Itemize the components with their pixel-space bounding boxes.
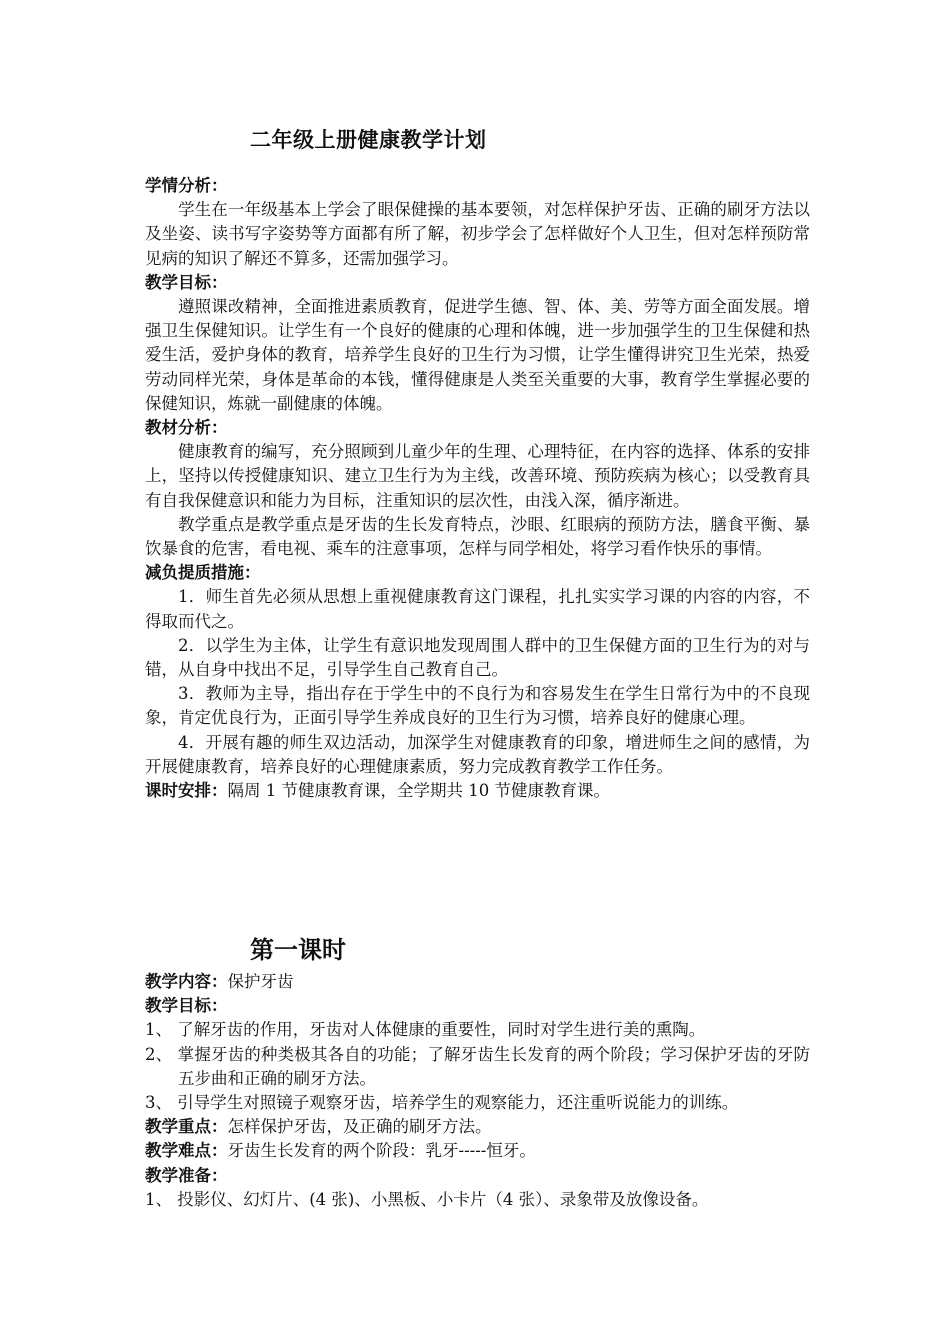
measure-item: 3．教师为主导，指出存在于学生中的不良行为和容易发生在学生日常行为中的不良现象，肯定优良行为，正面引导学生养成良好的卫生行为习惯，培养良好的健康心理。 — [145, 684, 810, 728]
schedule-text: 隔周 1 节健康教育课，全学期共 10 节健康教育课。 — [227, 781, 610, 801]
lesson-goals-heading: 教学目标： — [145, 996, 228, 1016]
goals-paragraph: 遵照课改精神，全面推进素质教育，促进学生德、智、体、美、劳等方面全面发展。增强卫生保健知识。让学生有一个良好的健康的心理和体魄，进一步加强学生的卫生保健和热爱生活，爱护身体的教育，培养学生良好的卫生行为习惯，让学生懂得讲究卫生光荣，热爱劳动同样光荣，身体是革命的本钱，懂得健康是人类至关重要的大事，教育学生掌握必要的保健知识，炼就一副健康的体魄。 — [145, 297, 810, 413]
prep-heading: 教学准备： — [145, 1165, 228, 1185]
lesson-goal-item: 2、 掌握牙齿的种类极其各自的功能；了解牙齿生长发育的两个阶段；学习保护牙齿的牙防五步曲和正确的刷牙方法。 — [145, 1044, 810, 1088]
key-line — [145, 1115, 810, 1139]
material-paragraph-1: 健康教育的编写，充分照顾到儿童少年的生理、心理特征，在内容的选择、体系的安排上，坚持以传授健康知识、建立卫生行为为主线，改善环境、预防疾病为核心；以受教育具有自我保健意识和能力为目标，注重知识的层次性，由浅入深，循序渐进。 — [145, 442, 810, 510]
material-heading: 教材分析： — [145, 418, 228, 438]
content-text: 保护牙齿 — [227, 972, 294, 991]
measures-heading: 减负提质措施： — [145, 563, 261, 583]
goals-heading: 教学目标： — [145, 272, 228, 292]
lesson-goal-item: 3、 引导学生对照镜子观察牙齿，培养学生的观察能力，还注重听说能力的训练。 — [145, 1093, 739, 1113]
analysis-paragraph: 学生在一年级基本上学会了眼保健操的基本要领，对怎样保护牙齿、正确的刷牙方法以及坐姿、读书写字姿势等方面都有所了解，初步学会了怎样做好个人卫生，但对怎样预防常见病的知识了解还不算多，还需加强学习。 — [145, 200, 810, 268]
measure-item: 2．以学生为主体，让学生有意识地发现周围人群中的卫生保健方面的卫生行为的对与错，从自身中找出不足，引导学生自己教育自己。 — [145, 635, 810, 680]
lesson-body — [145, 970, 810, 1212]
page-title: 二年级上册健康教学计划 — [250, 127, 487, 152]
analysis-heading: 学情分析： — [145, 176, 228, 195]
key-text: 怎样保护牙齿，及正确的刷牙方法。 — [227, 1117, 492, 1137]
difficulty-line — [145, 1139, 810, 1163]
key-label: 教学重点： — [145, 1117, 228, 1137]
measure-item: 4．开展有趣的师生双边活动，加深学生对健康教育的印象，增进师生之间的感情，为开展健康教育，培养良好的心理健康素质，努力完成教育教学工作任务。 — [145, 732, 810, 776]
content-label: 教学内容： — [145, 972, 228, 991]
content-line — [145, 970, 810, 994]
schedule-line — [145, 779, 810, 803]
lesson-title: 第一课时 — [250, 935, 346, 964]
difficulty-label: 教学难点： — [145, 1141, 228, 1161]
lesson-goal-item: 1、 了解牙齿的作用，牙齿对人体健康的重要性，同时对学生进行美的熏陶。 — [145, 1020, 706, 1040]
material-paragraph-2: 教学重点是教学重点是牙齿的生长发育特点，沙眼、红眼病的预防方法，膳食平衡、暴饮暴食的危害，看电视、乘车的注意事项，怎样与同学相处，将学习看作快乐的事情。 — [145, 514, 810, 559]
measure-item: 1．师生首先必须从思想上重视健康教育这门课程，扎扎实实学习课的内容的内容，不得取而代之。 — [145, 587, 810, 631]
plan-body — [145, 174, 810, 803]
prep-item: 1、 投影仪、幻灯片、(4 张)、小黑板、小卡片（4 张）、录象带及放像设备。 — [145, 1189, 709, 1209]
schedule-label: 课时安排： — [145, 781, 228, 801]
difficulty-text: 牙齿生长发育的两个阶段：乳牙-----恒牙。 — [227, 1141, 536, 1161]
